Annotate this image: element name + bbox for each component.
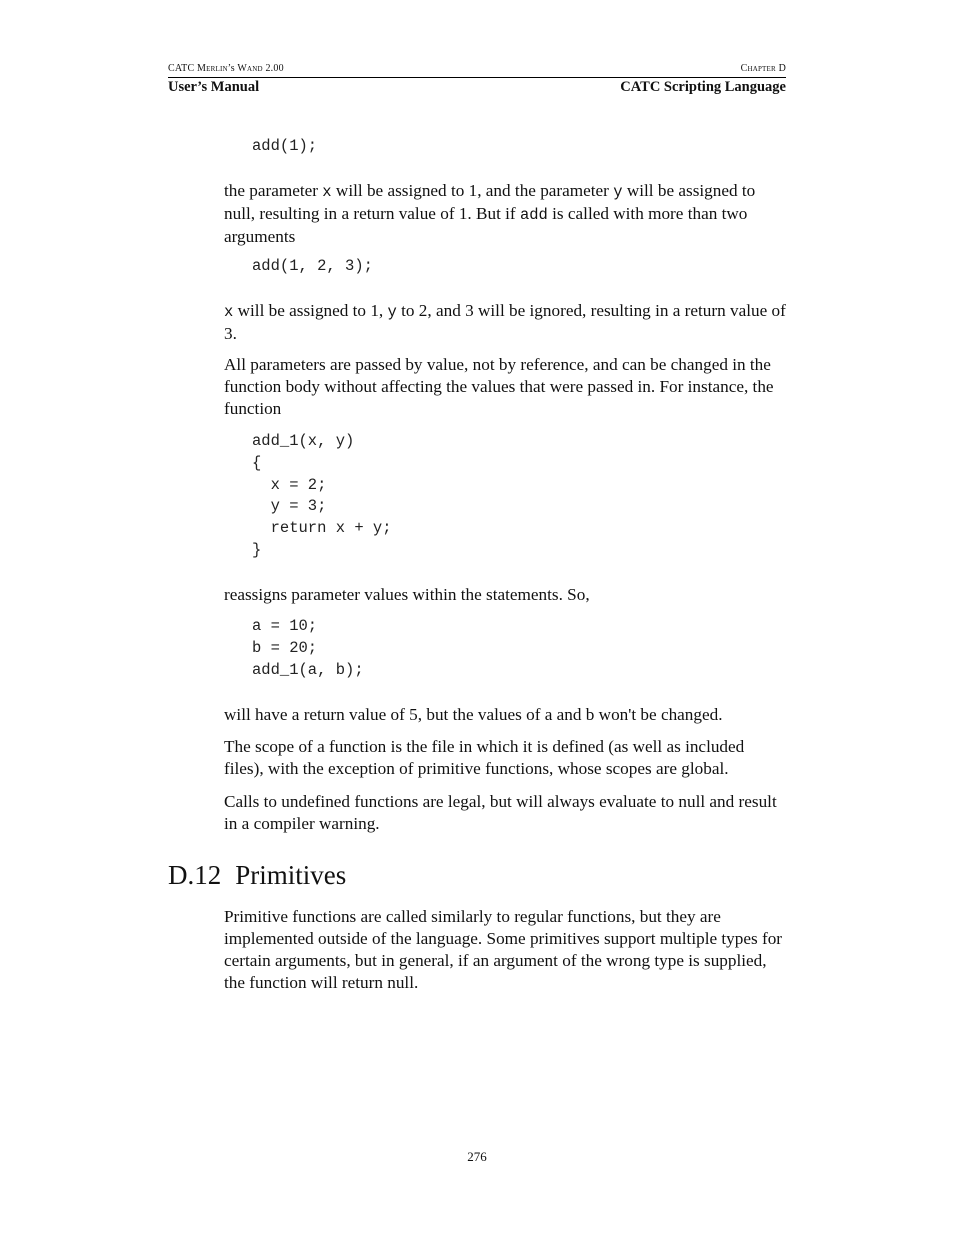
paragraph-reassigns: reassigns parameter values within the statements. So, xyxy=(224,585,590,604)
header-product-name: CATC Merlin’s Wand 2.00 xyxy=(168,63,284,74)
code-block-add-three: add(1, 2, 3); xyxy=(252,257,373,275)
header-manual-title: User’s Manual xyxy=(168,79,260,95)
paragraph-undefined-functions: Calls to undefined functions are legal, but will always evaluate to null and result in a compiler warning. xyxy=(224,792,777,833)
section-title: Primitives xyxy=(235,860,347,890)
paragraph-function-scope: The scope of a function is the file in which it is defined (as well as included files), with the exception of primitive functions, whose scopes are global. xyxy=(224,737,745,778)
code-block-add-1-function: add_1(x, y) { x = 2; y = 3; return x + y; } xyxy=(252,432,392,559)
code-block-add-one: add(1); xyxy=(252,137,318,155)
header-chapter-title: CATC Scripting Language xyxy=(620,79,786,95)
section-heading xyxy=(168,858,346,892)
paragraph-return-value: will have a return value of 5, but the values of a and b won't be changed. xyxy=(224,705,723,724)
paragraph-pass-by-value: All parameters are passed by value, not by reference, and can be changed in the function body without affecting the values that were passed in. For instance, the function xyxy=(224,355,774,418)
section-number: D.12 xyxy=(168,860,222,890)
header-rule xyxy=(168,77,786,78)
paragraph-primitives-intro: Primitive functions are called similarly to regular functions, but they are implemented outside of the language. Some primitives support multiple types for certain arguments, but in general, if an argument of the wrong type is supplied, the function will return null. xyxy=(224,907,783,992)
page-number: 276 xyxy=(467,1149,487,1164)
code-block-call-example: a = 10; b = 20; add_1(a, b); xyxy=(252,617,364,679)
paragraph-extra-arguments: x will be assigned to 1, y to 2, and 3 will be ignored, resulting in a return value of 3. xyxy=(224,301,786,343)
paragraph-parameter-assignment: the parameter x will be assigned to 1, and the parameter y will be assigned to null, resulting in a return value of 1. But if add is called with more than two arguments xyxy=(224,181,756,246)
header-chapter-label: Chapter D xyxy=(740,63,786,74)
